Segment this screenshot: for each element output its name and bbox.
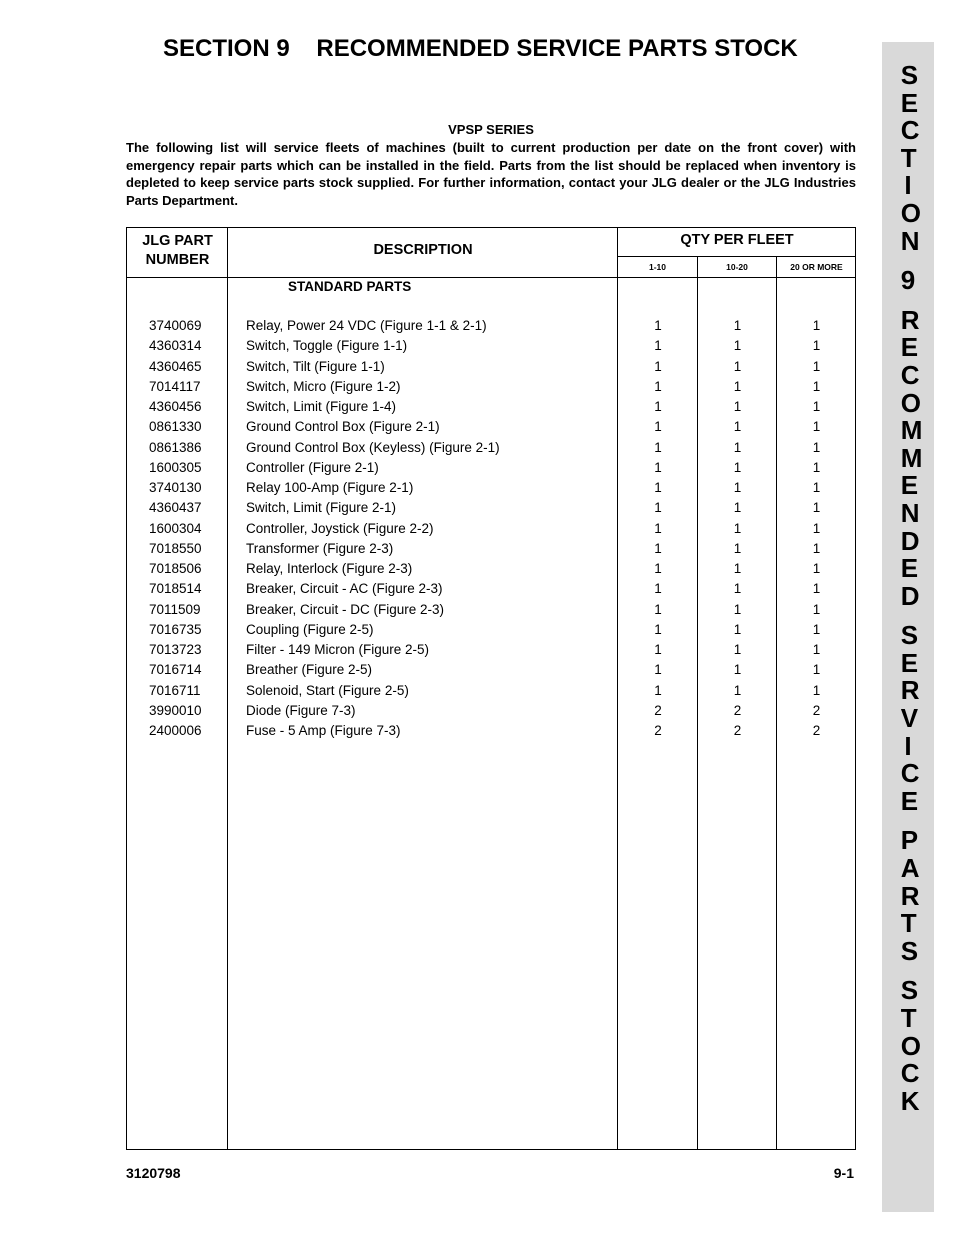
qty-20-or-more-cell: 1: [812, 601, 821, 617]
qty-10-20-cell: 2: [733, 702, 742, 718]
qty-20-or-more-cell: 1: [812, 500, 821, 516]
part-number-cell: 7018506: [149, 561, 202, 576]
qty-10-20-cell: 1: [733, 459, 742, 475]
side-tab-word: 9: [900, 265, 916, 296]
qty-1-10-cell: 1: [654, 540, 662, 556]
page-number: 9-1: [833, 1165, 854, 1181]
description-cell: Switch, Limit (Figure 1-4): [246, 399, 397, 414]
qty-20-or-more-cell: 1: [812, 419, 821, 435]
qty-1-10-cell: 1: [654, 358, 662, 374]
part-number-cell: 7014117: [149, 378, 201, 394]
qty-10-20-cell: 1: [733, 378, 742, 394]
part-number-cell: 4360314: [149, 338, 202, 354]
description-cell: Coupling (Figure 2-5): [246, 621, 374, 637]
table-row: [127, 703, 856, 723]
qty-20-or-more-cell: 1: [812, 378, 821, 394]
section-side-tab: [882, 42, 934, 1212]
table-row: [127, 521, 856, 541]
qty-1-10-cell: 1: [654, 480, 662, 495]
side-tab-word: RECOMMENDED: [900, 304, 923, 611]
description-cell: Relay, Interlock (Figure 2-3): [246, 561, 413, 576]
table-row: [127, 379, 856, 399]
part-number-cell: 1600304: [149, 520, 202, 536]
qty-1-10-cell: 1: [654, 601, 662, 617]
qty-20-or-more-cell: 1: [812, 540, 821, 556]
description-cell: Breaker, Circuit - AC (Figure 2-3): [246, 581, 443, 597]
table-row: [127, 338, 856, 358]
part-number-cell: 7018514: [149, 581, 202, 597]
part-number-cell: 3740069: [149, 318, 202, 333]
qty-1-10-cell: 1: [654, 399, 662, 414]
table-row: [127, 642, 856, 662]
table-row: [127, 318, 856, 338]
header-description: DESCRIPTION: [373, 242, 473, 258]
qty-1-10-cell: 1: [654, 642, 662, 657]
qty-20-or-more-cell: 1: [812, 318, 821, 333]
table-row: [127, 500, 856, 520]
header-qty-20-or-more: 20 OR MORE: [790, 262, 843, 272]
header-qty-per-fleet: QTY PER FLEET: [680, 232, 794, 248]
description-cell: Switch, Toggle (Figure 1-1): [246, 338, 408, 354]
part-number-cell: 4360465: [149, 358, 202, 374]
qty-1-10-cell: 1: [654, 439, 662, 455]
qty-1-10-cell: 2: [654, 723, 662, 738]
qty-1-10-cell: 1: [654, 520, 662, 536]
qty-10-20-cell: 1: [733, 358, 742, 374]
header-qty-10-20: 10-20: [726, 262, 748, 272]
intro-paragraph: The following list will service fleets of machines (built to current production per date on the front cover) with emergency repair parts which can be installed in the field. Parts from the list should be replaced when inventory is depleted to keep service parts stock supplied. For further information, contact your JLG dealer or the JLG Industries Parts Department.: [126, 140, 856, 208]
description-cell: Ground Control Box (Keyless) (Figure 2-1): [246, 439, 500, 455]
part-number-cell: 4360437: [149, 500, 202, 516]
parts-rows: [127, 318, 856, 743]
qty-1-10-cell: 1: [654, 561, 662, 576]
table-row: [127, 602, 856, 622]
description-cell: Transformer (Figure 2-3): [246, 540, 394, 556]
side-tab-text: [882, 62, 934, 1115]
qty-20-or-more-cell: 2: [812, 723, 821, 738]
description-cell: Solenoid, Start (Figure 2-5): [246, 682, 409, 698]
qty-1-10-cell: 1: [654, 621, 662, 637]
qty-10-20-cell: 1: [733, 318, 742, 333]
standard-parts-label: STANDARD PARTS: [288, 279, 412, 294]
table-row: [127, 480, 856, 500]
part-number-cell: 4360456: [149, 399, 202, 414]
part-number-cell: 7011509: [149, 601, 201, 617]
table-row: [127, 581, 856, 601]
page-title: SECTION 9 RECOMMENDED SERVICE PARTS STOCK: [163, 35, 798, 62]
qty-20-or-more-cell: 1: [812, 399, 821, 414]
qty-20-or-more-cell: 1: [812, 561, 821, 576]
description-cell: Breaker, Circuit - DC (Figure 2-3): [246, 601, 445, 617]
qty-10-20-cell: 1: [733, 520, 742, 536]
table-row: [127, 723, 856, 743]
part-number-cell: 7016711: [149, 682, 201, 698]
table-row: [127, 399, 856, 419]
qty-1-10-cell: 1: [654, 459, 662, 475]
part-number-cell: 0861386: [149, 439, 202, 455]
table-row: [127, 440, 856, 460]
header-qty-1-10: 1-10: [648, 262, 666, 272]
part-number-cell: 0861330: [149, 419, 202, 435]
qty-20-or-more-cell: 1: [812, 338, 821, 354]
qty-1-10-cell: 1: [654, 419, 662, 435]
qty-10-20-cell: 1: [733, 642, 742, 657]
qty-20-or-more-cell: 1: [812, 358, 821, 374]
qty-10-20-cell: 1: [733, 419, 742, 435]
part-number-cell: 7016714: [149, 662, 202, 678]
side-tab-word: STOCK: [900, 975, 921, 1116]
qty-20-or-more-cell: 1: [812, 520, 821, 536]
qty-1-10-cell: 1: [654, 378, 662, 394]
description-cell: Controller, Joystick (Figure 2-2): [246, 520, 434, 536]
table-row: [127, 359, 856, 379]
qty-10-20-cell: 1: [733, 399, 742, 414]
part-number-cell: 3740130: [149, 480, 202, 495]
side-tab-word: SERVICE: [900, 620, 920, 816]
qty-20-or-more-cell: 1: [812, 682, 821, 698]
qty-10-20-cell: 1: [733, 540, 742, 556]
qty-20-or-more-cell: 1: [812, 642, 821, 657]
qty-10-20-cell: 1: [733, 581, 742, 597]
qty-20-or-more-cell: 2: [812, 702, 821, 718]
qty-1-10-cell: 1: [654, 338, 662, 354]
header-bottom-rule: [127, 277, 855, 278]
qty-10-20-cell: 1: [733, 480, 742, 495]
qty-10-20-cell: 1: [733, 662, 742, 678]
table-row: [127, 662, 856, 682]
description-cell: Relay, Power 24 VDC (Figure 1-1 & 2-1): [246, 318, 487, 333]
description-cell: Filter - 149 Micron (Figure 2-5): [246, 642, 430, 657]
qty-10-20-cell: 1: [733, 682, 742, 698]
description-cell: Controller (Figure 2-1): [246, 459, 379, 475]
qty-20-or-more-cell: 1: [812, 581, 821, 597]
qty-10-20-cell: 1: [733, 439, 742, 455]
table-row: [127, 561, 856, 581]
header-divider: [617, 256, 855, 257]
qty-20-or-more-cell: 1: [812, 439, 821, 455]
qty-1-10-cell: 1: [654, 500, 662, 516]
qty-20-or-more-cell: 1: [812, 459, 821, 475]
description-cell: Switch, Tilt (Figure 1-1): [246, 358, 385, 374]
table-row: [127, 460, 856, 480]
qty-20-or-more-cell: 1: [812, 662, 821, 678]
qty-10-20-cell: 1: [733, 338, 742, 354]
qty-1-10-cell: 1: [654, 318, 662, 333]
table-row: [127, 683, 856, 703]
document-number: 3120798: [126, 1165, 181, 1181]
qty-10-20-cell: 1: [733, 621, 742, 637]
table-row: [127, 419, 856, 439]
qty-1-10-cell: 1: [654, 581, 662, 597]
part-number-cell: 7018550: [149, 540, 202, 556]
description-cell: Fuse - 5 Amp (Figure 7-3): [246, 723, 401, 738]
table-row: [127, 622, 856, 642]
part-number-cell: 2400006: [149, 723, 202, 738]
qty-1-10-cell: 1: [654, 682, 662, 698]
part-number-cell: 1600305: [149, 459, 202, 475]
table-row: [127, 541, 856, 561]
qty-10-20-cell: 1: [733, 500, 742, 516]
side-tab-word: PARTS: [900, 825, 920, 966]
qty-10-20-cell: 2: [733, 723, 742, 738]
qty-20-or-more-cell: 1: [812, 621, 821, 637]
side-tab-word: SECTION: [900, 60, 921, 256]
parts-table: [126, 227, 856, 1150]
part-number-cell: 3990010: [149, 702, 202, 718]
description-cell: Switch, Micro (Figure 1-2): [246, 378, 401, 394]
series-heading: VPSP SERIES: [448, 122, 534, 137]
description-cell: Ground Control Box (Figure 2-1): [246, 419, 440, 435]
part-number-cell: 7016735: [149, 621, 202, 637]
qty-10-20-cell: 1: [733, 561, 742, 576]
description-cell: Breather (Figure 2-5): [246, 662, 373, 678]
qty-20-or-more-cell: 1: [812, 480, 821, 495]
qty-10-20-cell: 1: [733, 601, 742, 617]
description-cell: Diode (Figure 7-3): [246, 702, 356, 718]
part-number-cell: 7013723: [149, 642, 202, 657]
description-cell: Switch, Limit (Figure 2-1): [246, 500, 397, 516]
qty-1-10-cell: 2: [654, 702, 662, 718]
description-cell: Relay 100-Amp (Figure 2-1): [246, 480, 414, 495]
header-part-number: JLG PART NUMBER: [142, 233, 213, 268]
qty-1-10-cell: 1: [654, 662, 662, 678]
